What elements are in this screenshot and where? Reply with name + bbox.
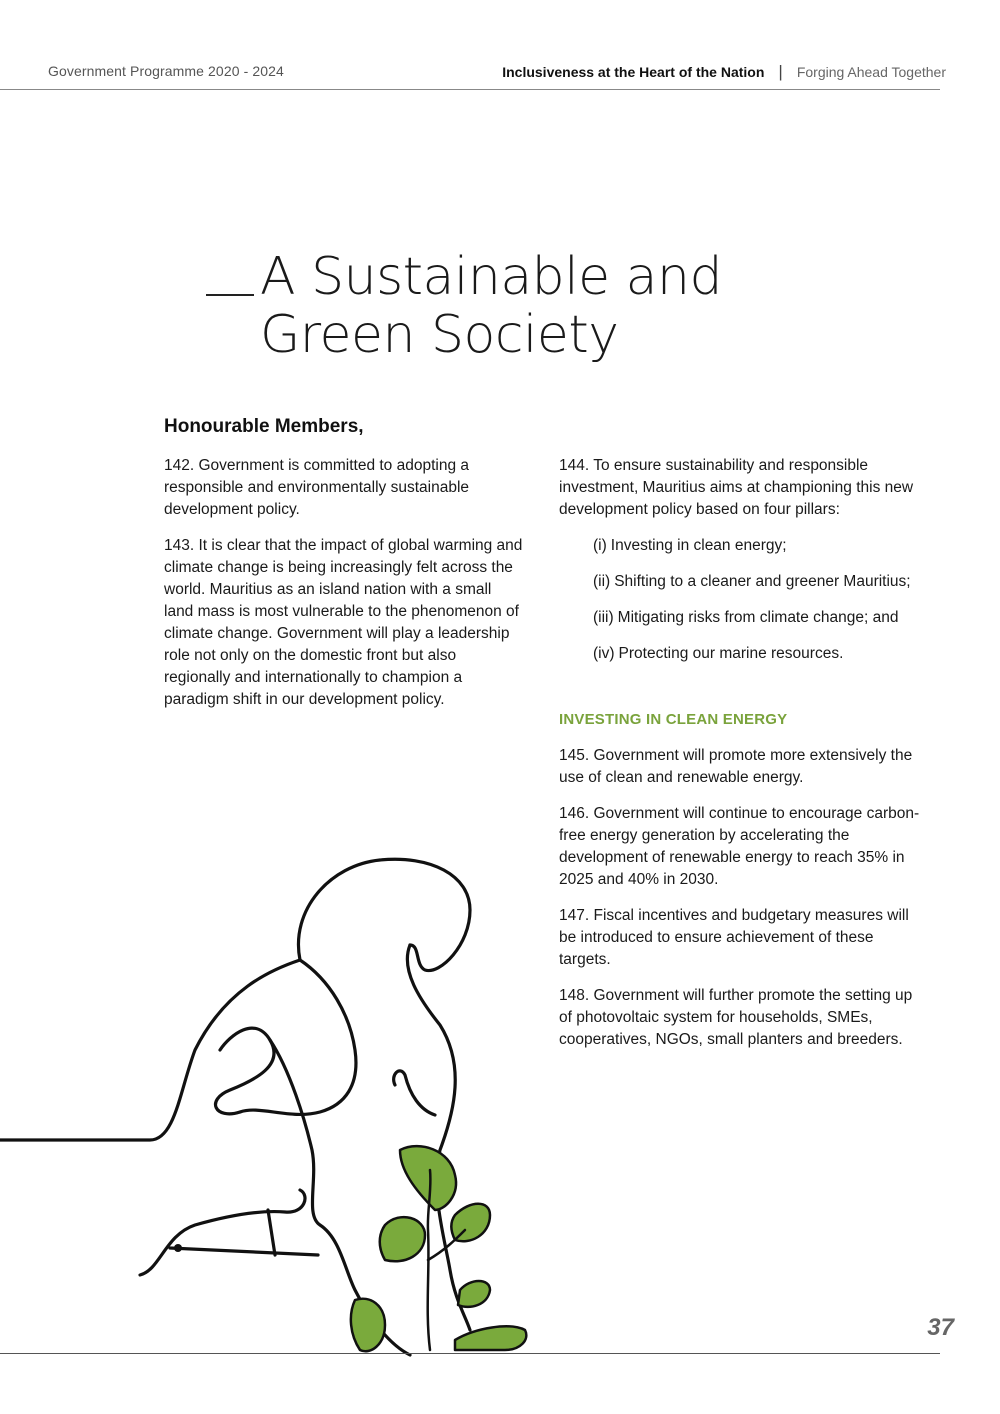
thigh-outline: [270, 1040, 410, 1355]
paragraph-148: 148. Government will further promote the setting up of photovoltaic system for households, SMEs, cooperatives, NGOs, small planters and breeders.: [559, 987, 913, 1048]
lower-leg: [268, 1210, 275, 1255]
list-item-number: (iii): [593, 609, 614, 626]
inner-torso: [394, 1071, 435, 1115]
paragraph-146: 146. Government will continue to encourage carbon-free energy generation by accelerating the development of renewable energy to reach 35% in 2025 and 40% in 2030.: [559, 805, 920, 888]
footer-divider: [0, 1353, 940, 1354]
page-number: 37: [927, 1314, 954, 1341]
list-item-text: Protecting our marine resources.: [618, 645, 844, 662]
paragraph-147: 147. Fiscal incentives and budgetary measures will be introduced to ensure achievement of these targets.: [559, 907, 909, 968]
list-item-number: (ii): [593, 573, 611, 590]
paragraph-144: 144. To ensure sustainability and responsible investment, Mauritius aims at championing this new development policy based on four pillars:: [559, 457, 914, 518]
leaf-base-left: [351, 1299, 385, 1352]
paragraph-142: 142. Government is committed to adopting a responsible and environmentally sustainable development policy.: [164, 457, 470, 518]
section-heading-clean-energy: INVESTING IN CLEAN ENERGY: [559, 711, 788, 728]
list-item: [593, 607, 929, 629]
leaf-mid: [458, 1281, 490, 1307]
leaf-left: [380, 1217, 425, 1261]
list-item-text: Shifting to a cleaner and greener Mauritius;: [614, 573, 911, 590]
knee-point: [174, 1244, 182, 1252]
header-separator: |: [778, 62, 783, 81]
ground-line-left: [0, 960, 300, 1140]
right-column: [559, 455, 929, 1065]
page-title: [260, 248, 722, 364]
header-divider: [0, 89, 940, 90]
document-header-title: Government Programme 2020 - 2024: [48, 63, 284, 79]
greeting-heading: Honourable Members,: [164, 416, 364, 437]
left-column: [164, 455, 524, 725]
title-dash: [206, 294, 254, 296]
header-tagline-main: Inclusiveness at the Heart of the Nation: [502, 64, 765, 80]
leg-outline: [140, 1190, 305, 1275]
page-title-line-1: A Sustainable and: [260, 247, 722, 307]
foot-leaf: [455, 1326, 526, 1350]
leaf-top: [400, 1146, 456, 1210]
arm-outline: [240, 960, 356, 1114]
paragraph-145: 145. Government will promote more extensively the use of clean and renewable energy.: [559, 747, 913, 786]
back-outline: [407, 945, 470, 1330]
page-title-line-2: Green Society: [260, 305, 619, 365]
head-outline: [298, 859, 470, 970]
paragraph-143: 143. It is clear that the impact of global warming and climate change is being increasingly felt across the world. Mauritius as an island nation with a small land mass is most vulnerable to the phenomenon of climate change. Government will play a leadership role not only on the domestic front but also regionally and internationally to champion a paradigm shift in our development policy.: [164, 537, 523, 708]
pillars-list: [559, 535, 929, 665]
list-item: [593, 571, 929, 593]
leaf-right: [451, 1204, 490, 1242]
list-item-number: (iv): [593, 645, 615, 662]
header-tagline-secondary: Forging Ahead Together: [796, 64, 946, 80]
list-item: [593, 535, 929, 557]
list-item-number: (i): [593, 537, 607, 554]
knee-loop: [216, 1028, 275, 1114]
foot-outline: [170, 1248, 318, 1255]
person-planting-illustration: [0, 850, 560, 1370]
list-item-text: Investing in clean energy;: [610, 537, 787, 554]
list-item-text: Mitigating risks from climate change; and: [617, 609, 899, 626]
document-header-tagline: [502, 64, 946, 80]
list-item: [593, 643, 929, 665]
